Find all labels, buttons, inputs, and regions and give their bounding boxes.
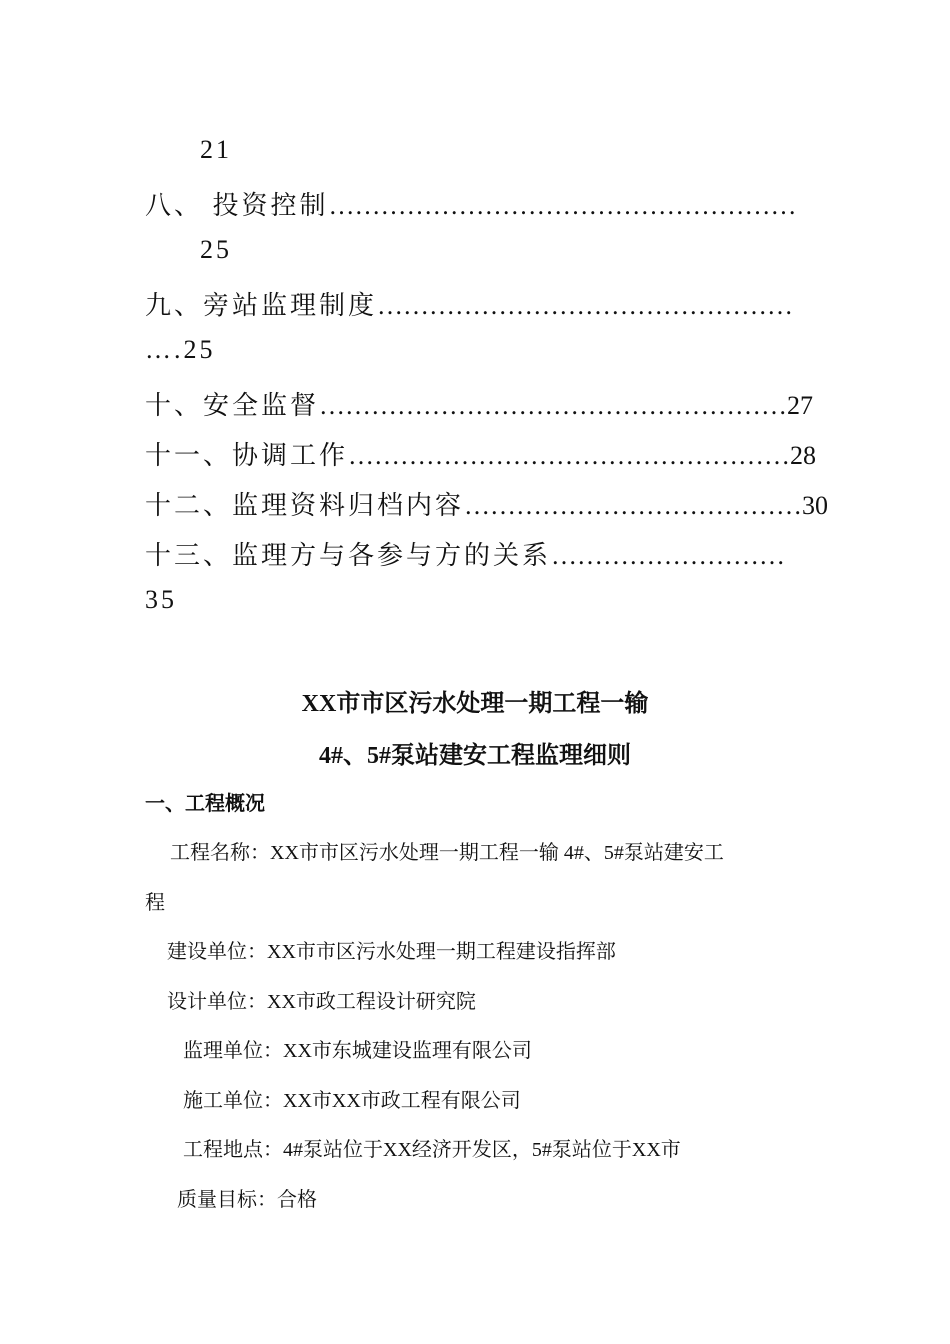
toc-page-number: 28	[790, 441, 817, 470]
toc-leader-dots: ………………………	[551, 541, 786, 570]
toc-entry-relationships[interactable]	[145, 535, 785, 572]
toc-entry-coordination[interactable]	[145, 435, 816, 472]
toc-entry-label: 九、旁站监理制度	[145, 291, 378, 320]
toc-page-number: 35	[145, 585, 177, 614]
toc-entry-safety-supervision[interactable]	[145, 385, 813, 422]
toc-entry-investment-control[interactable]	[145, 185, 797, 222]
document-title-line-2: 4#、5#泵站建安工程监理细则	[319, 743, 631, 769]
toc-leader-dots: ………………………………………………	[319, 391, 788, 420]
toc-leader-dots: ………………………………………………	[328, 191, 797, 220]
toc-entry-label: 十、安全监督	[145, 391, 320, 420]
toc-page-number: 25	[200, 235, 232, 264]
project-name-wrap: 程	[145, 892, 165, 914]
toc-entry-label: 十一、协调工作	[145, 441, 349, 470]
document-title-line-1: XX市市区污水处理一期工程一输	[301, 691, 649, 717]
section-heading: 一、工程概况	[145, 793, 265, 815]
toc-entry-label: 十二、监理资料归档内容	[145, 491, 465, 520]
contractor-field: 施工单位：XX市XX市政工程有限公司	[183, 1090, 521, 1112]
toc-page-number: ….25	[145, 335, 216, 364]
toc-leader-dots: …………………………………………	[377, 291, 794, 320]
owner-field: 建设单位：XX市市区污水处理一期工程建设指挥部	[167, 941, 616, 963]
toc-entry-archiving[interactable]	[145, 485, 828, 522]
designer-field: 设计单位：XX市政工程设计研究院	[167, 991, 476, 1013]
toc-leader-dots: ……………………………………………	[348, 441, 791, 470]
supervisor-field: 监理单位：XX市东城建设监理有限公司	[183, 1040, 532, 1062]
location-field: 工程地点：4#泵站位于XX经济开发区，5#泵站位于XX市	[183, 1139, 681, 1161]
project-name-field: 工程名称：XX市市区污水处理一期工程一输 4#、5#泵站建安工	[170, 842, 724, 864]
quality-target-field: 质量目标：合格	[177, 1189, 317, 1211]
toc-page-number: 27	[787, 391, 814, 420]
toc-entry-label: 八、 投资控制	[145, 191, 329, 220]
toc-page-number: 30	[802, 491, 829, 520]
toc-entry-label: 十三、监理方与各参与方的关系	[145, 541, 552, 570]
toc-entry-side-station-supervision[interactable]	[145, 285, 793, 322]
toc-leader-dots: …………………………………	[464, 491, 803, 520]
toc-page-number: 21	[200, 135, 232, 164]
